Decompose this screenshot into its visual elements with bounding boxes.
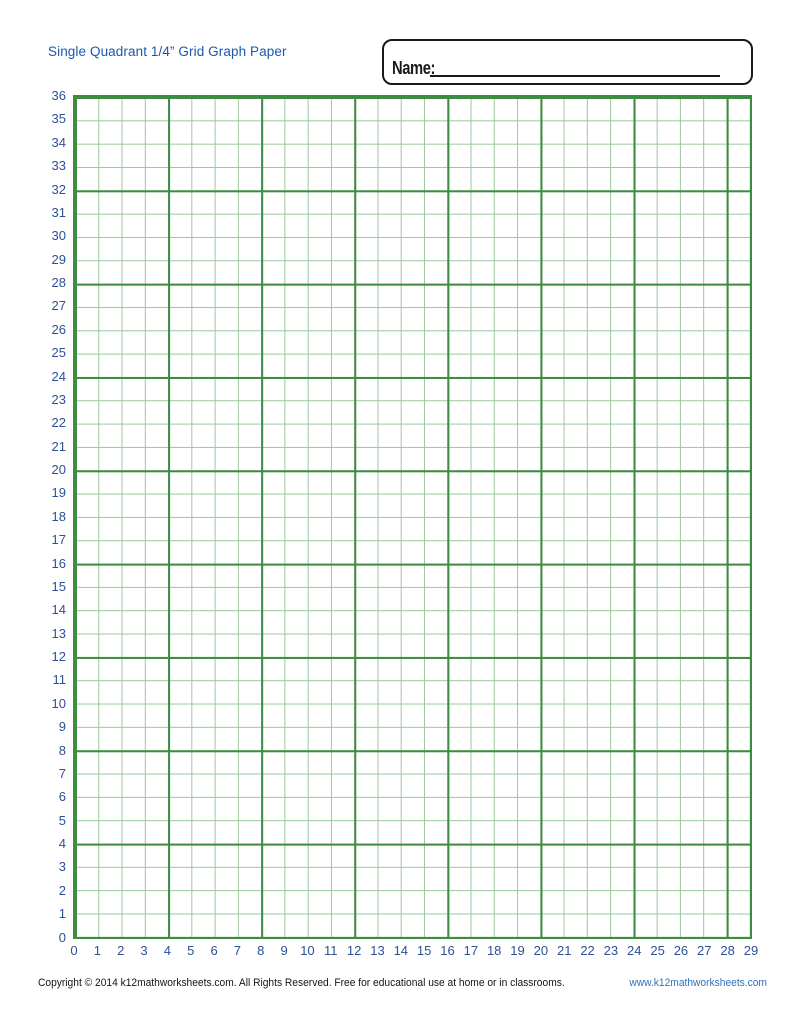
x-axis-label: 3: [140, 943, 148, 958]
x-axis-label: 27: [697, 943, 712, 958]
x-axis-label: 10: [300, 943, 315, 958]
x-axis-label: 26: [673, 943, 689, 958]
y-axis-label: 21: [51, 438, 66, 454]
x-axis-label: 12: [346, 943, 362, 958]
y-axis-label: 8: [58, 742, 66, 758]
footer: [38, 977, 767, 989]
y-axis-label: 36: [51, 88, 66, 103]
x-axis-label: 1: [93, 943, 101, 958]
x-axis-label: 14: [393, 943, 409, 958]
y-axis-label: 6: [58, 789, 66, 805]
y-axis-label: 3: [58, 859, 66, 875]
y-axis-label: 5: [58, 812, 66, 828]
y-axis-label: 27: [51, 298, 66, 314]
y-axis-label: 1: [58, 906, 66, 922]
y-axis-label: 2: [58, 882, 66, 898]
x-axis-label: 9: [280, 943, 288, 958]
x-axis-label: 18: [486, 943, 502, 958]
y-axis-label: 23: [51, 391, 66, 407]
copyright-text: Copyright © 2014 k12mathworksheets.com. All Rights Reserved. Free for educational use at home or in classrooms.: [38, 977, 565, 989]
y-axis-label: 19: [51, 485, 66, 501]
x-axis-label: 20: [533, 943, 549, 958]
graph-grid: [73, 95, 752, 939]
y-axis-label: 20: [51, 462, 66, 477]
y-axis-label: 0: [58, 929, 66, 945]
x-axis-label: 23: [603, 943, 619, 958]
y-axis-label: 34: [51, 134, 66, 150]
x-axis-label: 16: [440, 943, 455, 958]
y-axis-label: 33: [51, 158, 66, 174]
x-axis-label: 21: [556, 943, 572, 958]
page-title: Single Quadrant 1/4” Grid Graph Paper: [48, 44, 287, 59]
x-axis-label: 25: [650, 943, 665, 958]
y-axis-label: 25: [51, 345, 66, 361]
y-axis-label: 35: [51, 111, 66, 127]
y-axis-label: 16: [51, 555, 66, 571]
y-axis-label: 17: [51, 532, 66, 548]
y-axis-label: 31: [51, 204, 66, 220]
y-axis-label: 7: [58, 765, 66, 781]
x-axis-label: 24: [627, 943, 642, 958]
x-axis-label: 7: [233, 943, 242, 958]
x-axis-label: 0: [70, 943, 78, 958]
y-axis-label: 9: [58, 719, 66, 735]
y-axis-label: 26: [51, 321, 66, 337]
y-axis-label: 10: [51, 695, 66, 711]
y-axis-label: 14: [51, 602, 66, 618]
y-axis-label: 11: [52, 672, 66, 688]
y-axis-label: 30: [51, 228, 66, 244]
x-axis-label: 6: [210, 943, 218, 958]
x-axis-label: 4: [163, 943, 171, 958]
x-axis-label: 13: [370, 943, 385, 958]
name-label: Name:: [392, 58, 436, 78]
y-axis-label: 13: [51, 625, 66, 641]
x-axis-label: 17: [463, 943, 479, 958]
x-axis-label: 5: [187, 943, 195, 958]
y-axis-label: 28: [51, 275, 66, 290]
y-axis-label: 24: [51, 368, 66, 384]
x-axis-label: 15: [416, 943, 432, 958]
y-axis-labels: [28, 88, 66, 946]
name-box: [382, 39, 753, 85]
x-axis-label: 22: [580, 943, 595, 958]
x-axis-label: 29: [743, 943, 759, 958]
y-axis-label: 18: [51, 508, 66, 524]
x-axis-label: 28: [720, 943, 735, 958]
y-axis-label: 12: [51, 649, 66, 664]
y-axis-label: 4: [58, 836, 66, 851]
x-axis-label: 19: [510, 943, 525, 958]
y-axis-label: 29: [51, 251, 66, 267]
x-axis-label: 11: [324, 943, 338, 958]
website-link[interactable]: www.k12mathworksheets.com: [629, 977, 767, 989]
y-axis-label: 22: [51, 415, 66, 431]
y-axis-label: 15: [51, 578, 66, 594]
name-write-line[interactable]: [430, 75, 720, 77]
y-axis-label: 32: [51, 181, 66, 197]
x-axis-label: 2: [117, 943, 125, 958]
x-axis-label: 8: [257, 943, 265, 958]
x-axis-labels: [63, 944, 762, 958]
